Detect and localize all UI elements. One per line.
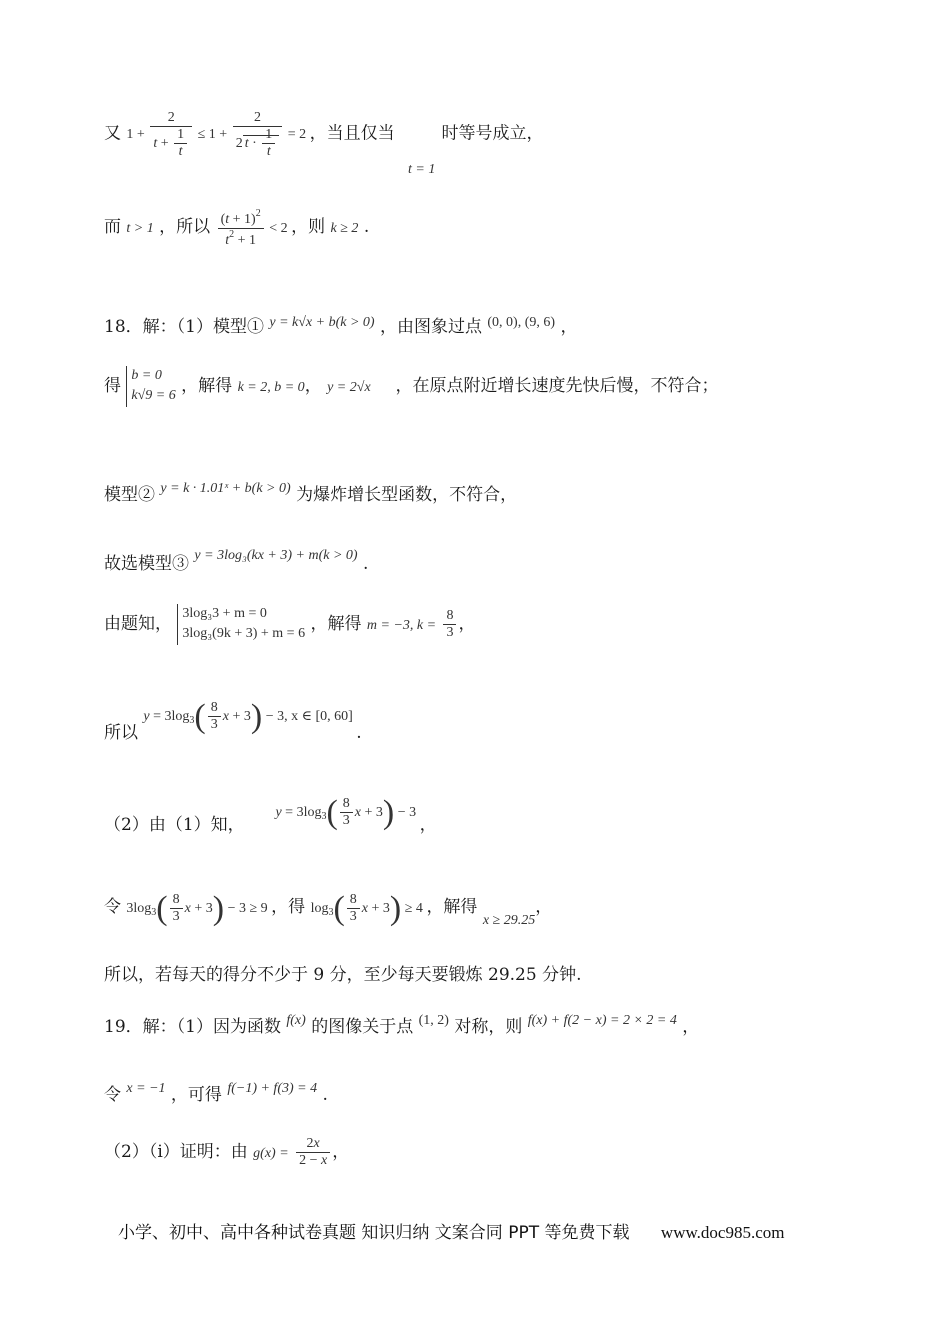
footer-ad: [118, 1218, 784, 1243]
solution-line-7: [104, 604, 475, 645]
formula: x ≥ 29.25: [482, 913, 536, 928]
text: ，解得: [426, 897, 478, 917]
model-function-formula: $y = 3\log_3$( $\frac{8}{3}$ x + 3) − 3: [275, 794, 417, 831]
equation: k√9 = 6: [131, 388, 176, 404]
text: （2）由（1）知，: [104, 814, 245, 835]
equation-system: [126, 366, 175, 407]
fraction-8-3: $\frac{8}{3}$: [443, 608, 456, 641]
fraction-2x-over-2-minus-x: $\frac{2x}{2 - x}$: [296, 1136, 330, 1169]
text: （2）（ⅰ）证明：由: [104, 1142, 248, 1163]
inequality-formula: $\log_3$( $\frac{8}{3}$ x + 3) ≥ 4: [310, 890, 423, 928]
formula: y = k · 1.01ˣ + b(k > 0): [160, 481, 291, 496]
formula: (1, 2): [418, 1013, 449, 1028]
text: 故选模型③: [104, 554, 189, 574]
formula: (0, 0), (9, 6): [487, 315, 556, 330]
formula: y = 2√x: [327, 379, 371, 395]
model-function-formula: $y = 3\log_3$( $\frac{8}{3}$ x + 3) − 3, x ∈ [0, 60]: [143, 698, 353, 735]
text: ，则: [291, 216, 326, 237]
text: 时等号成立，: [441, 123, 544, 144]
text: ，: [332, 1142, 350, 1163]
formula: f(x) + f(2 − x) = 2 × 2 = 4: [527, 1013, 677, 1028]
text: .: [322, 1085, 328, 1105]
text: ，: [560, 317, 578, 337]
solution-line-11: 所以，若每天的得分不少于 9 分，至少每天要锻炼 29.25 分钟.: [104, 965, 582, 985]
text: 得: [104, 375, 121, 396]
text: 模型②: [104, 485, 155, 505]
text: ，: [682, 1017, 700, 1037]
text: ，得: [271, 897, 306, 917]
text: ，当且仅当: [309, 123, 395, 144]
text: ，: [458, 613, 476, 634]
formula: k = 2, b = 0: [237, 379, 305, 395]
text: 对称，则: [454, 1017, 523, 1037]
solution-line-3: [104, 312, 577, 337]
formula: x = −1: [126, 1081, 166, 1096]
text: .: [363, 216, 370, 237]
solution-line-9: [104, 796, 437, 835]
solution-line-10: [104, 892, 552, 929]
formula-tail: − 3 ≥ 9: [227, 901, 268, 916]
solution-line-14: [104, 1136, 349, 1169]
text: ，解得: [181, 375, 233, 396]
equation: b = 0: [131, 368, 162, 383]
formula: t > 1: [126, 220, 154, 236]
text: 由题知，: [104, 613, 172, 634]
text: 的图像关于点: [311, 1017, 414, 1037]
formula: g(x) =: [253, 1146, 289, 1162]
solution-line-8: [104, 700, 362, 743]
formula: f(x): [286, 1013, 306, 1028]
solution-line-12: [104, 1012, 699, 1037]
solution-line-4: [104, 366, 718, 407]
text: 19．解：（1）因为函数: [104, 1017, 281, 1037]
equation: 3log₃3 + m = 0: [182, 606, 267, 621]
formula: k ≥ 2: [330, 220, 359, 236]
equation: 3log₃(9k + 3) + m = 6: [182, 626, 306, 642]
equation-system: [177, 604, 305, 645]
text: 18．解：（1）模型①: [104, 317, 264, 337]
formula: f(−1) + f(3) = 4: [227, 1081, 318, 1096]
formula: m = −3, k =: [366, 617, 437, 633]
solution-line-6: [104, 548, 368, 574]
solution-line-5: [104, 480, 517, 505]
equality-condition: t = 1: [408, 162, 436, 177]
solution-line-13: [104, 1080, 328, 1105]
text: ，: [419, 814, 437, 835]
inequality-formula: $3\log_3$( $\frac{8}{3}$ x + 3) − 3 ≥ 9: [126, 890, 268, 928]
text-suoyi: 所以: [104, 722, 138, 743]
footer-text: 小学、初中、高中各种试卷真题 知识归纳 文案合同 PPT 等免费下载: [118, 1223, 630, 1243]
footer-url[interactable]: www.doc985.com: [660, 1223, 785, 1242]
text: .: [356, 722, 362, 743]
formula-tail: − 3: [397, 804, 417, 820]
text: 令: [104, 897, 121, 917]
solution-line-2: [104, 208, 369, 249]
text: ，可得: [170, 1085, 222, 1105]
text: 又: [104, 123, 121, 144]
text: 令: [104, 1085, 121, 1105]
text: ，: [535, 897, 553, 917]
fraction-formula: $\frac{(t + 1)^2}{t^2 + 1}$ < 2: [216, 221, 292, 236]
formula: y = 3log₃(kx + 3) + m(k > 0): [194, 548, 358, 563]
formula-tail: ≥ 4: [404, 901, 423, 916]
inequality-formula: 1 + 2 t + $\frac{1}{t}$ ≤ 1 + 2 2 t · $\frac{1}{t}$ = 2: [126, 110, 310, 160]
text: ，由图象过点: [379, 317, 482, 337]
text: .: [362, 554, 369, 574]
text: ，: [304, 375, 322, 396]
formula-tail: − 3, x ∈ [0, 60]: [265, 708, 353, 724]
text: ，在原点附近增长速度先快后慢，不符合；: [395, 375, 719, 396]
text: 而: [104, 216, 121, 237]
text: ，解得: [310, 613, 362, 634]
text: ，所以: [159, 216, 211, 237]
text: 为爆炸增长型函数，不符合，: [296, 485, 518, 505]
solution-line-1: [104, 110, 543, 160]
formula: y = k√x + b(k > 0): [269, 315, 375, 330]
